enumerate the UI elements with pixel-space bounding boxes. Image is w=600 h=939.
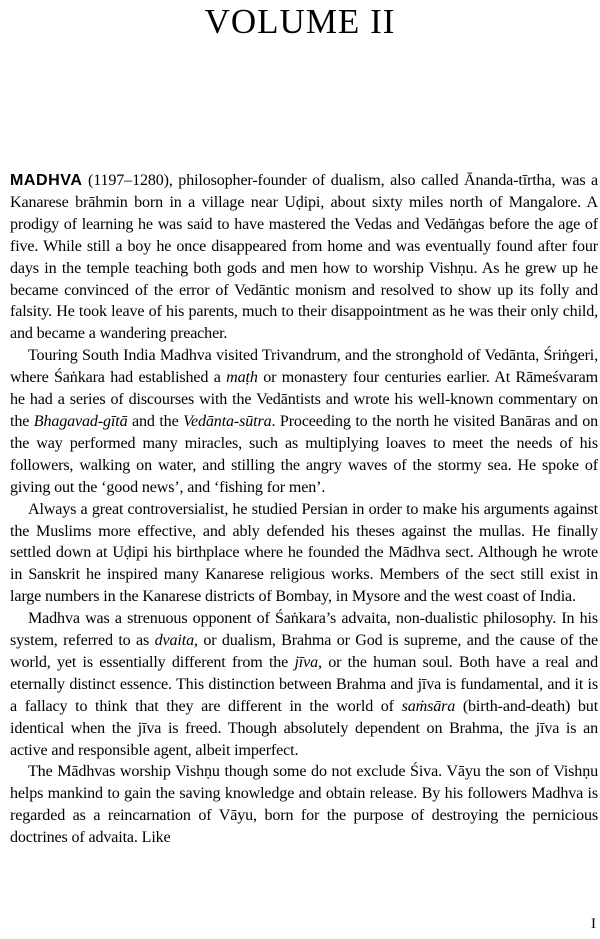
- title-bhagavad-gita: Bhagavad-gītā: [33, 412, 128, 430]
- paragraph-2-text-d: . Proceeding to the north he visited Banāras and on the way performed many miracles, such as multiplying loaves to meet the needs of his followers, walking on water, and stilling the angry waves of the stormy sea. He spoke of giving out the ‘good news’, and ‘fishing for men’.: [10, 412, 598, 496]
- paragraph-2-text-a: Touring South India Madhva visited Trivandrum, and the stronghold of Vedānta, Śriṅgeri, where Śaṅkara had established a: [10, 347, 598, 387]
- paragraph-4-text-d: (birth-and-death) but identical when the jīva is freed. Though absolutely dependent on Brahma, the jīva is an active and responsible agent, albeit imperfect.: [10, 697, 599, 759]
- paragraph-4-text-b: , or dualism, Brahma or God is supreme, and the cause of the world, yet is essentially different from the: [10, 632, 598, 671]
- paragraph-2-text-c: and the: [127, 412, 184, 430]
- paragraph-2-text-b: or monastery four centuries earlier. At Rāmeśvaram he had a series of discourses with the Vedāntists and wrote his well-known commentary on the: [10, 369, 598, 430]
- entry-headword: MADHVA: [10, 171, 83, 189]
- paragraph-4-text-a: Madhva was a strenuous opponent of Śaṅkara’s advaita, non-dualistic philosophy. In his system, referred to as: [10, 610, 598, 650]
- paragraph-4-text-c: , or the human soul. Both have a real and eternally distinct essence. This distinction between Brahma and jīva is fundamental, and it is a fallacy to think that they are different in the world of: [10, 653, 599, 715]
- term-samsara: saṁsāra: [401, 697, 456, 715]
- page-number: I: [591, 916, 596, 932]
- volume-title: VOLUME II: [204, 2, 396, 41]
- paragraph-3: Always a great controversialist, he studied Persian in order to make his arguments against the Muslims more effective, and ably defended his theses against the mullas. He finally settled down at Uḍipi his birthplace where he founded the Mādhva sect. Although he wrote in Sanskrit he inspired many Kanarese religious works. Members of the sect still exist in large numbers in the Kanarese districts of Bombay, in Mysore and the west coast of India.: [10, 500, 598, 606]
- paragraph-1-text: (1197–1280), philosopher-founder of dualism, also called Ānanda-tīrtha, was a Kanarese brāhmin born in a village near Uḍipi, about sixty miles north of Mangalore. A prodigy of learning he was said to have mastered the Vedas and Vedāṅgas before the age of five. While still a boy he once disappeared from home and was eventually found after four days in the temple teaching both gods and men how to worship Vishṇu. As he grew up he became convinced of the error of Vedāntic monism and resolved to show up its folly and falsity. He took leave of his parents, much to their disappointment as he was their only child, and became a wandering preacher.: [10, 172, 598, 343]
- paragraph-1: [10, 170, 598, 345]
- term-math: maṭh: [226, 369, 258, 387]
- paragraph-4: [10, 608, 598, 761]
- paragraph-2: [10, 345, 598, 498]
- title-vedanta-sutra: Vedānta-sūtra: [183, 412, 272, 430]
- encyclopedia-entry: [10, 170, 598, 849]
- term-jiva: jīva: [294, 653, 319, 671]
- paragraph-5: The Mādhvas worship Vishṇu though some do not exclude Śiva. Vāyu the son of Vishṇu helps mankind to gain the saving knowledge and obtain release. By his followers Madhva is regarded as a reincarnation of Vāyu, born for the purpose of destroying the pernicious doctrines of advaita. Like: [10, 763, 598, 847]
- term-dvaita: dvaita: [154, 632, 194, 650]
